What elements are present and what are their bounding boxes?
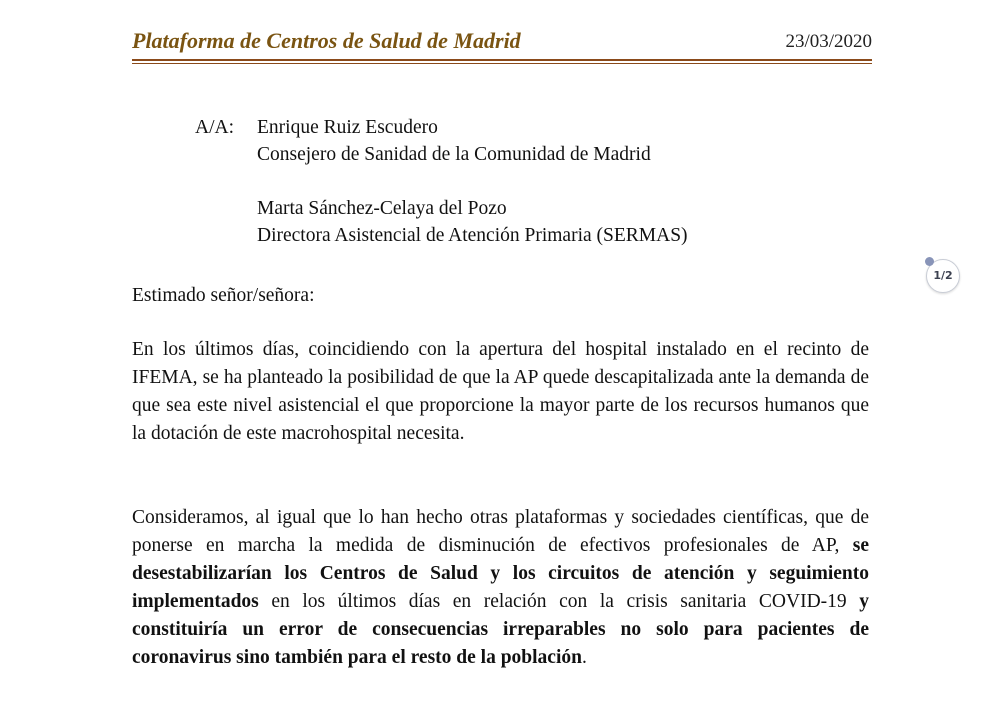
document-header xyxy=(132,28,872,58)
badge-dot-icon xyxy=(925,257,934,266)
header-rule-thin xyxy=(132,63,872,64)
paragraph-bold-text: y constituiría un error de consecuencias irreparables no solo para pacientes de coronavirus sino también para el resto de la población xyxy=(132,591,869,668)
header-rule-thick xyxy=(132,59,872,61)
recipient-name: Enrique Ruiz Escudero xyxy=(257,117,438,138)
paragraph-text: . xyxy=(581,647,587,668)
body-paragraph-2 xyxy=(132,504,869,672)
greeting: Estimado señor/señora: xyxy=(132,285,315,306)
recipient-name: Marta Sánchez-Celaya del Pozo xyxy=(257,198,507,219)
paragraph-bold-text: se desestabilizarían los Centros de Salud y los circuitos de atención y seguimiento implementados xyxy=(132,535,869,612)
recipient-role: Consejero de Sanidad de la Comunidad de Madrid xyxy=(257,144,651,165)
recipient-role: Directora Asistencial de Atención Primaria (SERMAS) xyxy=(257,225,688,246)
paragraph-text: Consideramos, al igual que lo han hecho otras plataformas y sociedades científicas, que de ponerse en marcha la medida de disminución de efectivos profesionales de AP, xyxy=(132,507,869,556)
body-paragraph-1: En los últimos días, coincidiendo con la apertura del hospital instalado en el recinto de IFEMA, se ha planteado la posibilidad de que la AP quede descapitalizada ante la demanda de que sea este nivel asistencial el que proporcione la mayor parte de los recursos humanos que la dotación de este macrohospital necesita. xyxy=(132,339,869,444)
header-title: Plataforma de Centros de Salud de Madrid xyxy=(132,28,521,53)
page-indicator-label: 1/2 xyxy=(933,269,953,282)
addressee-label: A/A: xyxy=(195,117,234,138)
header-date: 23/03/2020 xyxy=(785,31,872,52)
page-indicator-badge[interactable] xyxy=(926,259,960,293)
paragraph-text: en los últimos días en relación con la crisis sanitaria COVID-19 xyxy=(258,591,860,612)
